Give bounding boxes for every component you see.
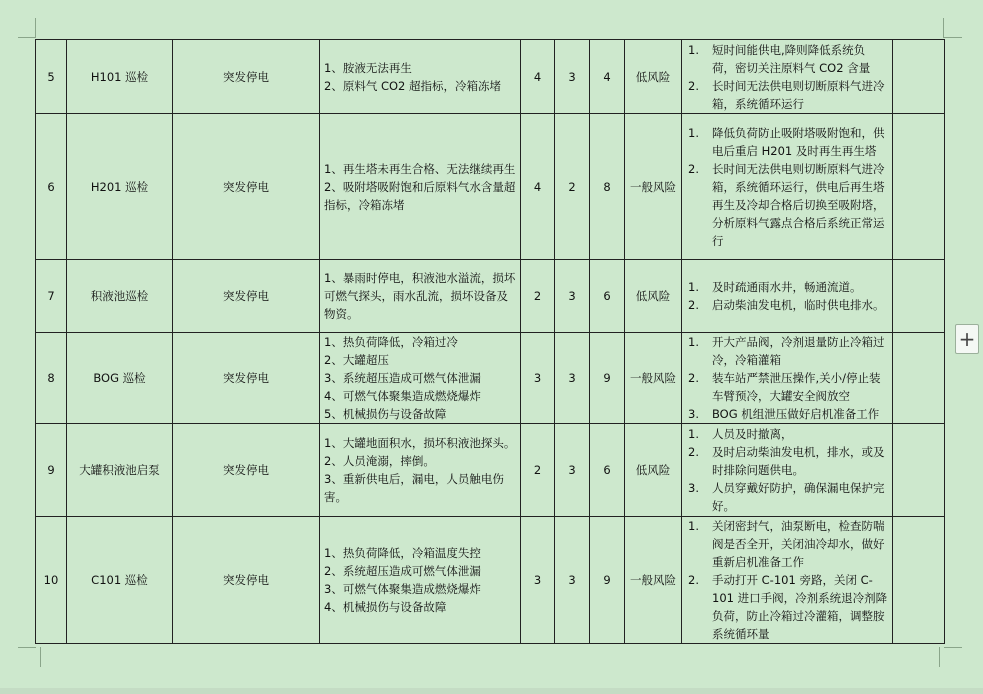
measure-item: [686, 479, 888, 515]
measure-number: 2.: [688, 573, 699, 587]
measure-item: [686, 333, 888, 369]
row-number: 9: [36, 424, 67, 517]
risk-value-cell: 4: [590, 40, 625, 114]
measure-number: 1.: [688, 427, 699, 441]
crop-mark-bl-h: [18, 647, 36, 648]
row-number: 8: [36, 333, 67, 424]
consequence-line: 4、机械损伤与设备故障: [324, 600, 447, 614]
measures-cell: [682, 517, 893, 644]
measure-text: 关闭密封气，油泵断电，检查防喘阀是否全开，关闭油冷却水，做好重新启机准备工作: [712, 519, 885, 569]
measure-number: 1.: [688, 280, 699, 294]
measure-item: [686, 77, 888, 113]
consequence-cell: [320, 424, 521, 517]
measure-item: [686, 124, 888, 160]
crop-mark-br-v: [939, 647, 940, 667]
page-bottom-edge: [0, 688, 983, 694]
measure-text: 启动柴油发电机，临时供电排水。: [712, 298, 885, 312]
measures-cell: [682, 424, 893, 517]
notes-cell: [893, 260, 945, 333]
measures-list: [686, 517, 888, 643]
risk-level-cell: 低风险: [625, 40, 682, 114]
add-row-button[interactable]: [955, 324, 979, 354]
consequence-line: 1、胺液无法再生: [324, 60, 412, 75]
consequence-cell: [320, 114, 521, 260]
event-cell: 突发停电: [173, 40, 320, 114]
measure-text: 装车站严禁泄压操作,关小/停止装车臂预冷，大罐安全阀放空: [712, 371, 881, 403]
notes-cell: [893, 424, 945, 517]
risk-level-cell: 一般风险: [625, 114, 682, 260]
consequence-line: 1、暴雨时停电，积液池水溢流，损坏可燃气探头，雨水乱流，损坏设备及物资。: [324, 271, 516, 321]
measures-cell: [682, 40, 893, 114]
measure-number: 1.: [688, 519, 699, 533]
consequence-line: 1、热负荷降低，冷箱过冷: [324, 335, 458, 349]
consequence-line: 2、系统超压造成可燃气体泄漏: [324, 564, 481, 578]
measure-text: BOG 机组泄压做好启机准备工作: [712, 407, 880, 421]
consequence-line: 2、吸附塔吸附饱和后原料气水含量超指标，冷箱冻堵: [324, 179, 516, 212]
measures-list: [686, 41, 888, 113]
measure-text: 及时启动柴油发电机，排水，或及时排除问题供电。: [712, 445, 885, 477]
measures-list: [686, 425, 888, 515]
task-cell: C101 巡检: [67, 517, 173, 644]
measure-number: 3.: [688, 407, 699, 421]
likelihood-cell: 2: [521, 260, 555, 333]
measures-cell: [682, 333, 893, 424]
measure-text: 人员穿戴好防护，确保漏电保护完好。: [712, 481, 885, 513]
risk-level-cell: 低风险: [625, 424, 682, 517]
table-row: [36, 333, 945, 424]
measure-text: 长时间无法供电则切断原料气进冷箱，系统循环运行，供电后再生塔再生及冷却合格后切换至吸附塔，分析原料气露点合格后系统正常运行: [712, 161, 885, 248]
likelihood-cell: 3: [521, 333, 555, 424]
crop-mark-bl-v: [40, 647, 41, 667]
risk-assessment-table: [35, 39, 945, 644]
measure-text: 长时间无法供电则切断原料气进冷箱，系统循环运行: [712, 78, 885, 111]
table-row: [36, 424, 945, 517]
measure-item: [686, 296, 888, 314]
consequence-line: 3、可燃气体聚集造成燃烧爆炸: [324, 582, 481, 596]
risk-value-cell: 9: [590, 333, 625, 424]
measure-number: 2.: [688, 371, 699, 385]
notes-cell: [893, 517, 945, 644]
measure-item: [686, 41, 888, 77]
crop-mark-tl-h: [18, 37, 36, 38]
measure-number: 2.: [688, 161, 699, 176]
measure-number: 2.: [688, 78, 699, 93]
event-cell: 突发停电: [173, 517, 320, 644]
crop-mark-br-h: [944, 647, 962, 648]
consequence-line: 2、人员淹溺，摔倒。: [324, 454, 435, 468]
task-cell: H201 巡检: [67, 114, 173, 260]
crop-mark-tr-h: [944, 37, 962, 38]
measure-item: [686, 425, 888, 443]
severity-cell: 3: [555, 517, 590, 644]
measure-text: 人员及时撤离，: [712, 427, 793, 441]
event-cell: 突发停电: [173, 333, 320, 424]
row-number: 7: [36, 260, 67, 333]
risk-value-cell: 8: [590, 114, 625, 260]
consequence-line: 1、大罐地面积水，损坏积液池探头。: [324, 436, 516, 450]
measure-number: 2.: [688, 445, 699, 459]
table-row: [36, 517, 945, 644]
notes-cell: [893, 114, 945, 260]
risk-level-cell: 一般风险: [625, 333, 682, 424]
measure-text: 手动打开 C-101 旁路，关闭 C-101 进口手阀，冷剂系统退冷剂降负荷，防止冷箱过冷灌箱，调整胺系统循环量: [712, 573, 888, 641]
measures-list: [686, 278, 888, 314]
measure-text: 短时间能供电,降则降低系统负荷，密切关注原料气 CO2 含量: [712, 42, 871, 75]
table-row: [36, 114, 945, 260]
row-number: 5: [36, 40, 67, 114]
severity-cell: 3: [555, 424, 590, 517]
measure-item: [686, 571, 888, 643]
task-cell: 积液池巡检: [67, 260, 173, 333]
row-number: 10: [36, 517, 67, 644]
measures-cell: [682, 114, 893, 260]
measure-item: [686, 405, 888, 423]
notes-cell: [893, 333, 945, 424]
likelihood-cell: 3: [521, 517, 555, 644]
measures-list: [686, 124, 888, 250]
task-cell: 大罐积液池启泵: [67, 424, 173, 517]
task-cell: BOG 巡检: [67, 333, 173, 424]
measure-text: 降低负荷防止吸附塔吸附饱和，供电后重启 H201 及时再生再生塔: [712, 125, 885, 158]
risk-value-cell: 6: [590, 424, 625, 517]
consequence-cell: [320, 260, 521, 333]
likelihood-cell: 4: [521, 40, 555, 114]
measure-item: [686, 517, 888, 571]
risk-level-cell: 一般风险: [625, 517, 682, 644]
risk-value-cell: 9: [590, 517, 625, 644]
consequence-line: 2、原料气 CO2 超指标，冷箱冻堵: [324, 78, 502, 93]
measure-number: 1.: [688, 335, 699, 349]
measure-number: 1.: [688, 42, 699, 57]
consequence-cell: [320, 517, 521, 644]
consequence-line: 4、可燃气体聚集造成燃烧爆炸: [324, 389, 481, 403]
severity-cell: 3: [555, 333, 590, 424]
consequence-cell: [320, 40, 521, 114]
risk-value-cell: 6: [590, 260, 625, 333]
crop-mark-tr-v: [943, 18, 944, 38]
event-cell: 突发停电: [173, 260, 320, 333]
likelihood-cell: 2: [521, 424, 555, 517]
likelihood-cell: 4: [521, 114, 555, 260]
measure-item: [686, 443, 888, 479]
row-number: 6: [36, 114, 67, 260]
table-row: [36, 260, 945, 333]
measure-item: [686, 369, 888, 405]
measure-text: 开大产品阀，冷剂退量防止冷箱过冷，冷箱灌箱: [712, 335, 885, 367]
measures-cell: [682, 260, 893, 333]
risk-level-cell: 低风险: [625, 260, 682, 333]
measure-number: 1.: [688, 125, 699, 140]
table-row: [36, 40, 945, 114]
event-cell: 突发停电: [173, 114, 320, 260]
plus-icon: +: [958, 327, 976, 351]
severity-cell: 3: [555, 260, 590, 333]
measure-number: 3.: [688, 481, 699, 495]
consequence-line: 1、再生塔未再生合格、无法继续再生: [324, 161, 516, 176]
measure-item: [686, 278, 888, 296]
severity-cell: 3: [555, 40, 590, 114]
consequence-line: 3、系统超压造成可燃气体泄漏: [324, 371, 481, 385]
severity-cell: 2: [555, 114, 590, 260]
notes-cell: [893, 40, 945, 114]
consequence-line: 2、大罐超压: [324, 353, 389, 367]
measures-list: [686, 333, 888, 423]
consequence-line: 1、热负荷降低，冷箱温度失控: [324, 546, 481, 560]
consequence-cell: [320, 333, 521, 424]
event-cell: 突发停电: [173, 424, 320, 517]
measure-number: 2.: [688, 298, 699, 312]
crop-mark-tl-v: [35, 18, 36, 38]
consequence-line: 5、机械损伤与设备故障: [324, 407, 447, 421]
measure-text: 及时疏通雨水井，畅通流道。: [712, 280, 862, 294]
measure-item: [686, 160, 888, 250]
consequence-line: 3、重新供电后，漏电，人员触电伤害。: [324, 472, 504, 504]
task-cell: H101 巡检: [67, 40, 173, 114]
